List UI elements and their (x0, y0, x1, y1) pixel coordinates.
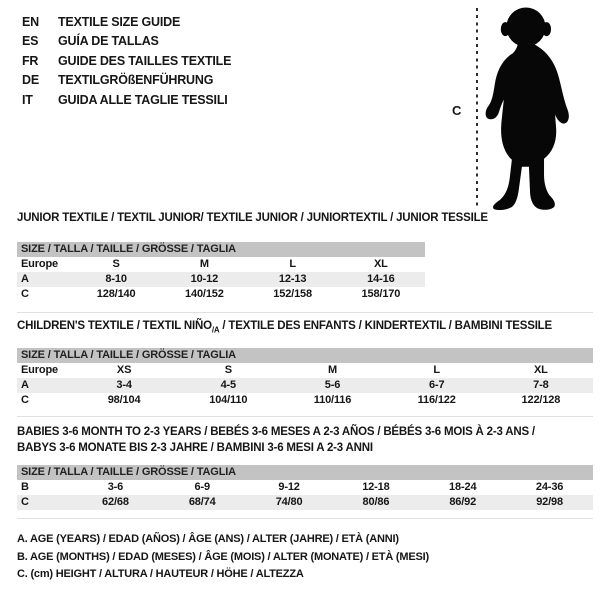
table-cell: 86/92 (449, 496, 477, 508)
lang-label: TEXTILE SIZE GUIDE (58, 15, 181, 29)
table-row (17, 363, 593, 378)
table-header-bar: SIZE / TALLA / TAILLE / GRÖSSE / TAGLIA (17, 242, 425, 257)
table-cell: 128/140 (96, 288, 136, 300)
section-divider (17, 518, 593, 519)
table-row (17, 378, 593, 393)
legend-item-b: B. AGE (MONTHS) / EDAD (MESES) / ÂGE (MOIS) / ALTER (MONATE) / ETÀ (MESI) (17, 550, 429, 563)
lang-row-fr (22, 52, 231, 71)
lang-row-en (22, 13, 231, 32)
table-cell: 5-6 (324, 379, 341, 391)
table-row (17, 272, 425, 287)
table-cell: 12-13 (278, 273, 307, 285)
table-cell: XL (534, 364, 548, 376)
table-cell: 74/80 (275, 496, 303, 508)
table-cell: 7-8 (533, 379, 549, 391)
table-cell: 92/98 (536, 496, 563, 508)
table-cell: 3-6 (107, 481, 124, 493)
children-table-title: CHILDREN'S TEXTILE / TEXTIL $NIÑO_{/A}$ / TEXTILE DES ENFANTS / KINDERTEXTIL / BAMBINI TESSILE (17, 320, 552, 335)
table-cell: A (21, 379, 29, 391)
table-cell: 80/86 (362, 496, 390, 508)
children-size-table (17, 348, 593, 408)
height-dotted-line (476, 8, 478, 208)
table-cell: XL (373, 258, 388, 270)
baby-silhouette-icon (483, 6, 597, 212)
table-cell: 116/122 (417, 394, 456, 406)
table-cell: 6-9 (194, 481, 210, 493)
lang-row-de (22, 71, 231, 90)
table-cell: 122/128 (521, 394, 561, 406)
table-cell: 68/74 (188, 496, 216, 508)
language-list (22, 13, 231, 110)
table-cell: 6-7 (428, 379, 445, 391)
table-cell: 158/170 (361, 288, 401, 300)
table-cell: Europe (21, 258, 58, 270)
table-cell: M (327, 364, 337, 376)
table-cell: A (21, 273, 29, 285)
measurement-legend (17, 531, 429, 584)
table-cell: Europe (21, 364, 58, 376)
table-cell: B (21, 481, 29, 493)
table-row (17, 495, 593, 510)
table-cell: 14-16 (367, 273, 395, 285)
table-row (17, 287, 425, 302)
lang-code: ES (22, 34, 39, 49)
table-cell: 110/116 (313, 394, 352, 406)
table-cell: 152/158 (273, 288, 312, 300)
table-cell: 104/110 (209, 394, 248, 406)
lang-code: IT (22, 92, 33, 107)
lang-row-it (22, 91, 231, 110)
table-row (17, 257, 425, 272)
table-cell: C (21, 496, 29, 508)
section-divider (17, 312, 593, 313)
lang-code: EN (22, 15, 39, 29)
lang-label: GUÍA DE TALLAS (58, 34, 159, 49)
table-header-bar: SIZE / TALLA / TAILLE / GRÖSSE / TAGLIA (17, 465, 593, 480)
table-cell: C (21, 394, 29, 406)
table-cell: 3-4 (116, 379, 132, 391)
height-label-c: C (452, 103, 462, 118)
table-row (17, 393, 593, 408)
babies-table-title: BABIES 3-6 MONTH TO 2-3 YEARS / BEBÉS 3-6 MESES A 2-3 AÑOS / BÉBÉS 3-6 MOIS À 2-3 ANS / BABYS 3-6 MONATE BIS 2-3 JAHRE / BAMBINI 3-6 MESI A 2-3 ANNI (17, 426, 535, 454)
table-cell: 24-36 (535, 481, 564, 493)
table-cell: L (433, 364, 440, 376)
junior-size-table (17, 242, 425, 302)
section-divider (17, 416, 593, 417)
babies-size-table (17, 465, 593, 510)
lang-code: DE (22, 73, 39, 88)
table-cell: C (21, 288, 29, 300)
lang-label: GUIDA ALLE TAGLIE TESSILI (58, 92, 228, 107)
table-cell: L (289, 258, 296, 270)
table-cell: 10-12 (190, 273, 219, 285)
table-cell: 98/104 (107, 394, 141, 406)
lang-row-es (22, 32, 231, 51)
lang-label: GUIDE DES TAILLES TEXTILE (58, 53, 232, 68)
lang-label: TEXTILGRÖßENFÜHRUNG (58, 73, 214, 88)
junior-table-title: JUNIOR TEXTILE / TEXTIL JUNIOR/ TEXTILE JUNIOR / JUNIORTEXTIL / JUNIOR TESSILE (17, 212, 488, 224)
table-cell: 12-18 (362, 481, 390, 493)
table-cell: 4-5 (220, 379, 237, 391)
table-row (17, 480, 593, 495)
table-cell: XS (116, 364, 132, 376)
table-cell: 18-24 (449, 481, 477, 493)
table-cell: 9-12 (278, 481, 300, 493)
table-cell: S (112, 258, 120, 270)
legend-item-a: A. AGE (YEARS) / EDAD (AÑOS) / ÂGE (ANS) / ALTER (JAHRE) / ETÀ (ANNI) (17, 533, 399, 545)
lang-code: FR (22, 53, 39, 68)
table-cell: S (224, 364, 232, 376)
legend-item-c: C. (cm) HEIGHT / ALTURA / HAUTEUR / HÖHE / ALTEZZA (17, 568, 304, 580)
table-cell: 62/68 (102, 496, 129, 508)
table-header-bar: SIZE / TALLA / TAILLE / GRÖSSE / TAGLIA (17, 348, 593, 363)
table-cell: 8-10 (105, 273, 127, 285)
table-cell: 140/152 (185, 288, 224, 300)
table-cell: M (199, 258, 209, 270)
